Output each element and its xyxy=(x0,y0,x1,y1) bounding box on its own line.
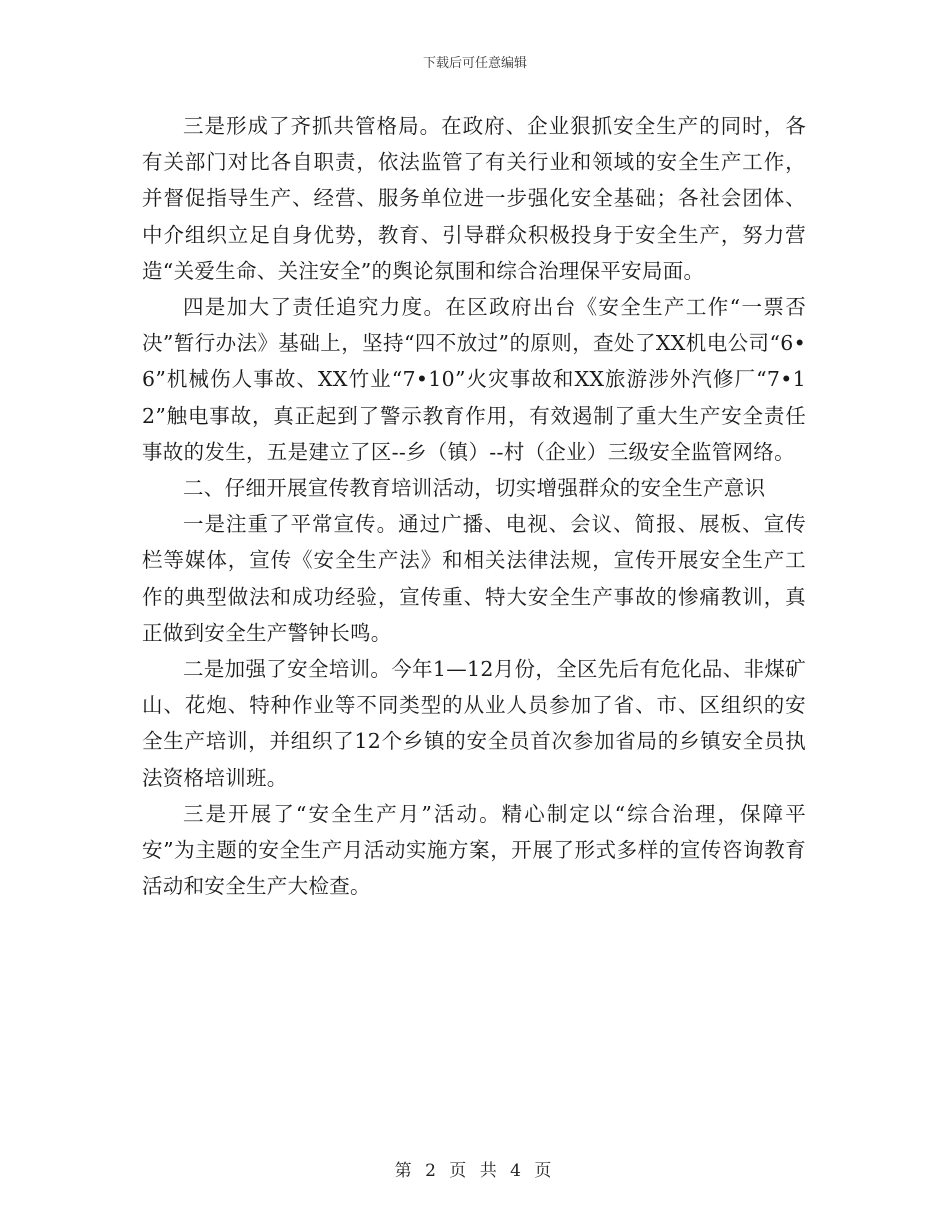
paragraph-5: 三是开展了“安全生产月”活动。精心制定以“综合治理，保障平安”为主题的安全生产月活动实施方案，开展了形式多样的宣传咨询教育活动和安全生产大检查。 xyxy=(142,801,806,899)
document-body xyxy=(142,108,806,904)
section-heading-2: 二、仔细开展宣传教育培训活动，切实增强群众的安全生产意识 xyxy=(183,476,766,501)
page-number-footer: 第 2 页 共 4 页 xyxy=(394,1161,556,1181)
paragraph-1: 三是形成了齐抓共管格局。在政府、企业狠抓安全生产的同时，各有关部门对比各自职责，依法监管了有关行业和领域的安全生产工作，并督促指导生产、经营、服务单位进一步强化安全基础；各社会团体、中介组织立足自身优势，教育、引导群众积极投身于安全生产，努力营造“关爱生命、关注安全”的舆论氛围和综合治理保平安局面。 xyxy=(142,114,806,283)
page-header-note: 下载后可任意编辑 xyxy=(422,56,527,71)
paragraph-2: 四是加大了责任追究力度。在区政府出台《安全生产工作“一票否决”暂行办法》基础上，坚持“四不放过”的原则，查处了XX机电公司“6•6”机械伤人事故、XX竹业“7•10”火灾事故和XX旅游涉外汽修厂“7•12”触电事故，真正起到了警示教育作用，有效遏制了重大生产安全责任事故的发生，五是建立了区--乡（镇）--村（企业）三级安全监管网络。 xyxy=(142,295,806,464)
paragraph-4: 二是加强了安全培训。今年1—12月份，全区先后有危化品、非煤矿山、花炮、特种作业等不同类型的从业人员参加了省、市、区组织的安全生产培训，并组织了12个乡镇的安全员首次参加省局的乡镇安全员执法资格培训班。 xyxy=(142,657,806,790)
paragraph-3: 一是注重了平常宣传。通过广播、电视、会议、简报、展板、宣传栏等媒体，宣传《安全生产法》和相关法律法规，宣传开展安全生产工作的典型做法和成功经验，宣传重、特大安全生产事故的惨痛教训，真正做到安全生产警钟长鸣。 xyxy=(142,512,806,645)
